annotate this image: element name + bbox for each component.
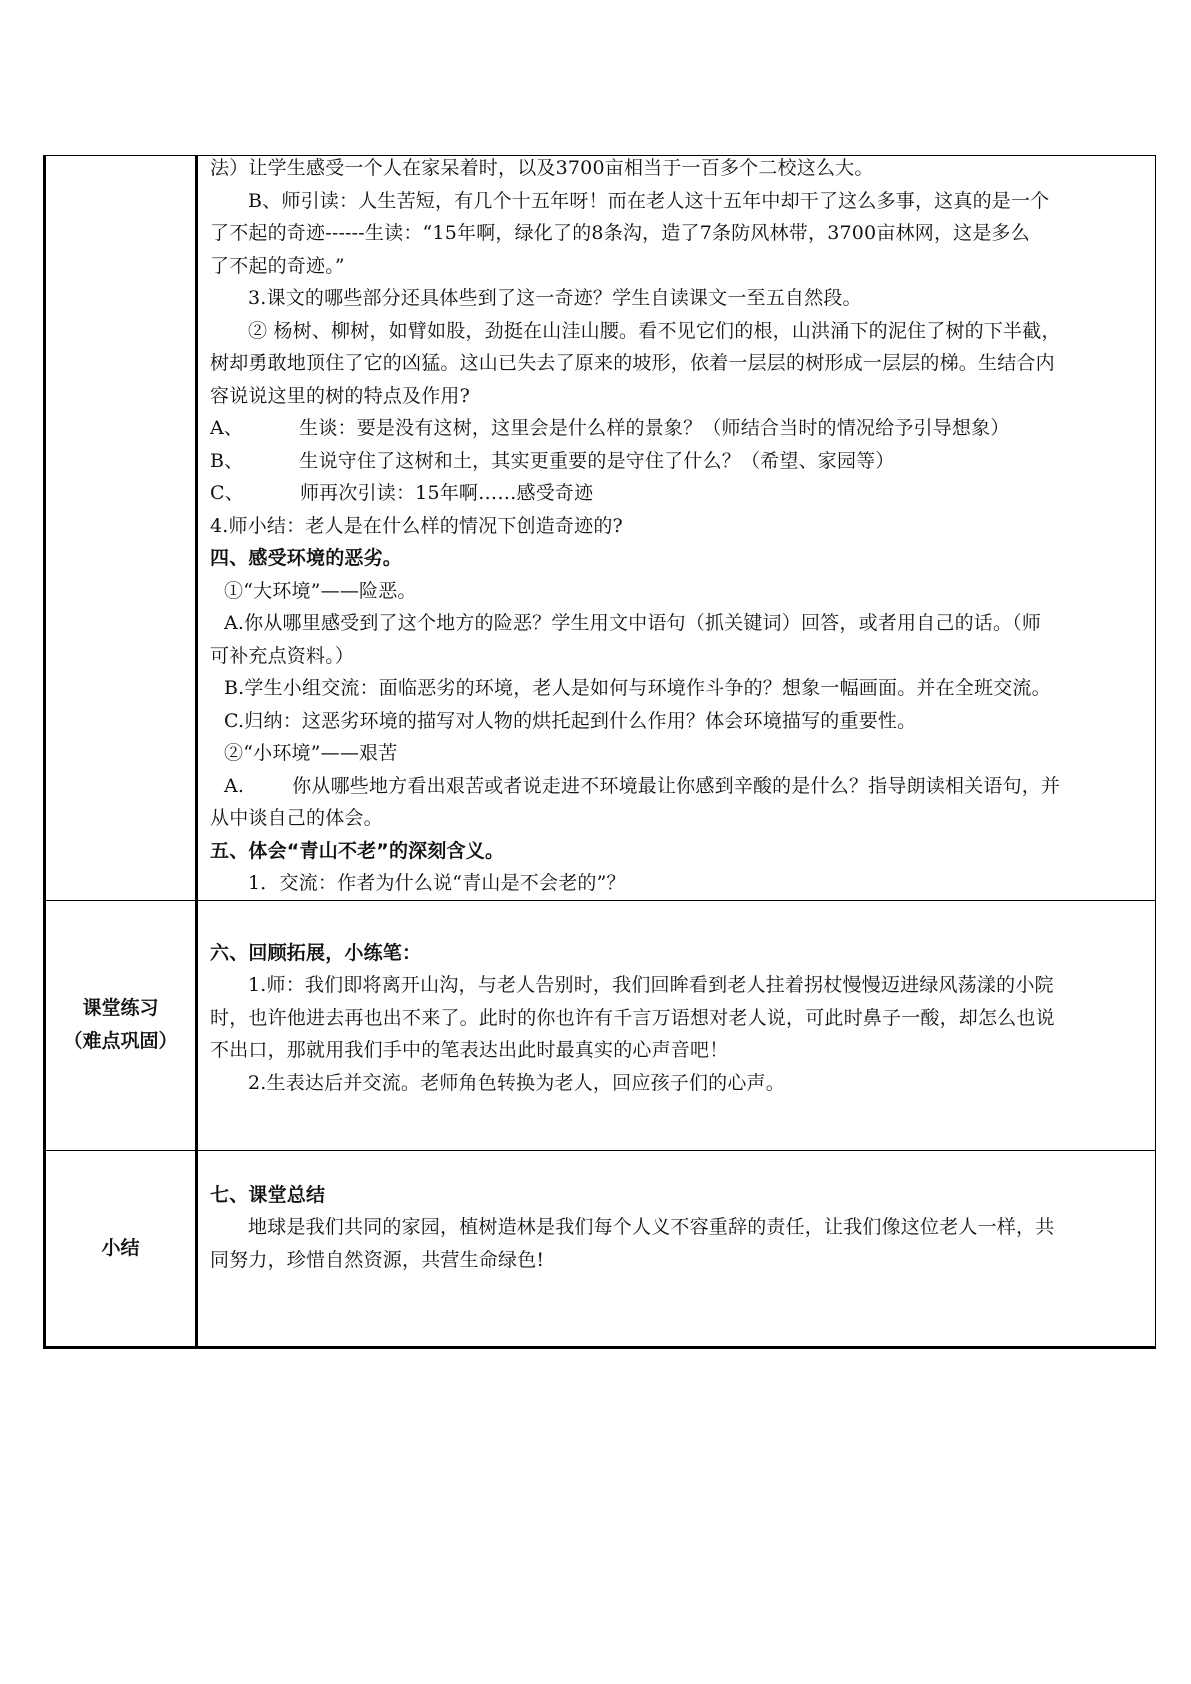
list-text: 生谈：要是没有这树，这里会是什么样的景象？（师结合当时的情况给予引导想象） bbox=[299, 417, 1010, 439]
text-line: 1．交流：作者为什么说“青山是不会老的”？ bbox=[248, 872, 626, 894]
text-line: 树却勇敢地顶住了它的凶猛。这山已失去了原来的坡形，依着一层层的树形成一层层的梯。生结合内 bbox=[210, 352, 1055, 374]
row-label-practice bbox=[45, 900, 197, 1150]
text-line: 了不起的奇迹。” bbox=[210, 254, 345, 277]
text-line: 不出口，那就用我们手中的笔表达出此时最真实的心声音吧！ bbox=[210, 1039, 729, 1061]
row-label-summary bbox=[45, 1150, 197, 1347]
text-line: ②“小环境”——艰苦 bbox=[224, 742, 398, 764]
section-heading: 六、回顾拓展，小练笔： bbox=[210, 941, 422, 964]
text-line bbox=[210, 477, 1143, 510]
text-line: ② 杨树、柳树，如臂如股，劲挺在山洼山腰。看不见它们的根，山洪涌下的泥住了树的下半截， bbox=[248, 319, 1061, 342]
text-line: A.你从哪里感受到了这个地方的险恶？学生用文中语句（抓关键词）回答，或者用自己的话。（师 bbox=[224, 612, 1042, 634]
list-text: 生说守住了这树和土，其实更重要的是守住了什么？（希望、家园等） bbox=[299, 449, 895, 472]
label-line: 小结 bbox=[101, 1236, 140, 1259]
text-line: 同努力，珍惜自然资源，共营生命绿色! bbox=[210, 1248, 545, 1271]
text-line bbox=[210, 445, 1143, 478]
label-line: 课堂练习 bbox=[82, 997, 159, 1019]
content-cell bbox=[197, 156, 1156, 901]
text-line: 法）让学生感受一个人在家呆着时，以及3700亩相当于一百多个二校这么大。 bbox=[210, 157, 874, 179]
text-line: 时，也许他进去再也出不来了。此时的你也许有千言万语想对老人说，可此时鼻子一酸，却怎么也说 bbox=[210, 1006, 1055, 1029]
list-marker: A、 bbox=[210, 417, 244, 439]
list-marker: A. bbox=[224, 774, 245, 797]
section-heading: 七、课堂总结 bbox=[210, 1183, 326, 1206]
section-heading: 五、体会“青山不老”的深刻含义。 bbox=[210, 839, 505, 862]
label-line: （难点巩固） bbox=[63, 1030, 178, 1052]
content-cell bbox=[197, 1150, 1156, 1347]
text-line: B、师引读：人生苦短，有几个十五年呀！而在老人这十五年中却干了这么多事，这真的是一个 bbox=[248, 189, 1050, 212]
text-line bbox=[210, 770, 1143, 803]
text-line: 2.生表达后并交流。老师角色转换为老人，回应孩子们的心声。 bbox=[248, 1071, 785, 1094]
text-line: C.归纳：这恶劣环境的描写对人物的烘托起到什么作用？体会环境描写的重要性。 bbox=[224, 709, 917, 732]
text-line: 4.师小结：老人是在什么样的情况下创造奇迹的? bbox=[210, 514, 623, 537]
table-row bbox=[45, 1150, 1156, 1347]
text-line: 从中谈自己的体会。 bbox=[210, 807, 383, 829]
table-row bbox=[45, 900, 1156, 1150]
text-line: B.学生小组交流：面临恶劣的环境，老人是如何与环境作斗争的？想象一幅画面。并在全班交流。 bbox=[224, 677, 1051, 699]
text-line: ①“大环境”——险恶。 bbox=[224, 579, 417, 602]
list-text: 你从哪些地方看出艰苦或者说走进不环境最让你感到辛酸的是什么？指导朗读相关语句，并 bbox=[292, 774, 1061, 797]
text-line: 容说说这里的树的特点及作用? bbox=[210, 384, 470, 407]
section-heading: 四、感受环境的恶劣。 bbox=[210, 547, 403, 569]
table-row bbox=[45, 156, 1156, 901]
text-line: 了不起的奇迹------生读：“15年啊，绿化了的8条沟，造了7条防风林带，3700亩林网，这是多么 bbox=[210, 222, 1030, 244]
list-marker: B、 bbox=[210, 449, 244, 472]
text-line: 地球是我们共同的家园，植树造林是我们每个人义不容重辞的责任，让我们像这位老人一样，共 bbox=[248, 1216, 1055, 1238]
text-line: 1.师：我们即将离开山沟，与老人告别时，我们回眸看到老人拄着拐杖慢慢迈进绿风荡漾的小院 bbox=[248, 974, 1054, 996]
content-cell bbox=[197, 900, 1156, 1150]
row-label-empty bbox=[45, 156, 197, 901]
text-line bbox=[210, 412, 1143, 445]
lesson-plan-table bbox=[43, 155, 1156, 1349]
list-text: 师再次引读：15年啊……感受奇迹 bbox=[299, 482, 594, 504]
list-marker: C、 bbox=[210, 482, 244, 504]
text-line: 可补充点资料。） bbox=[210, 644, 355, 667]
text-line: 3.课文的哪些部分还具体些到了这一奇迹？学生自读课文一至五自然段。 bbox=[248, 287, 862, 309]
